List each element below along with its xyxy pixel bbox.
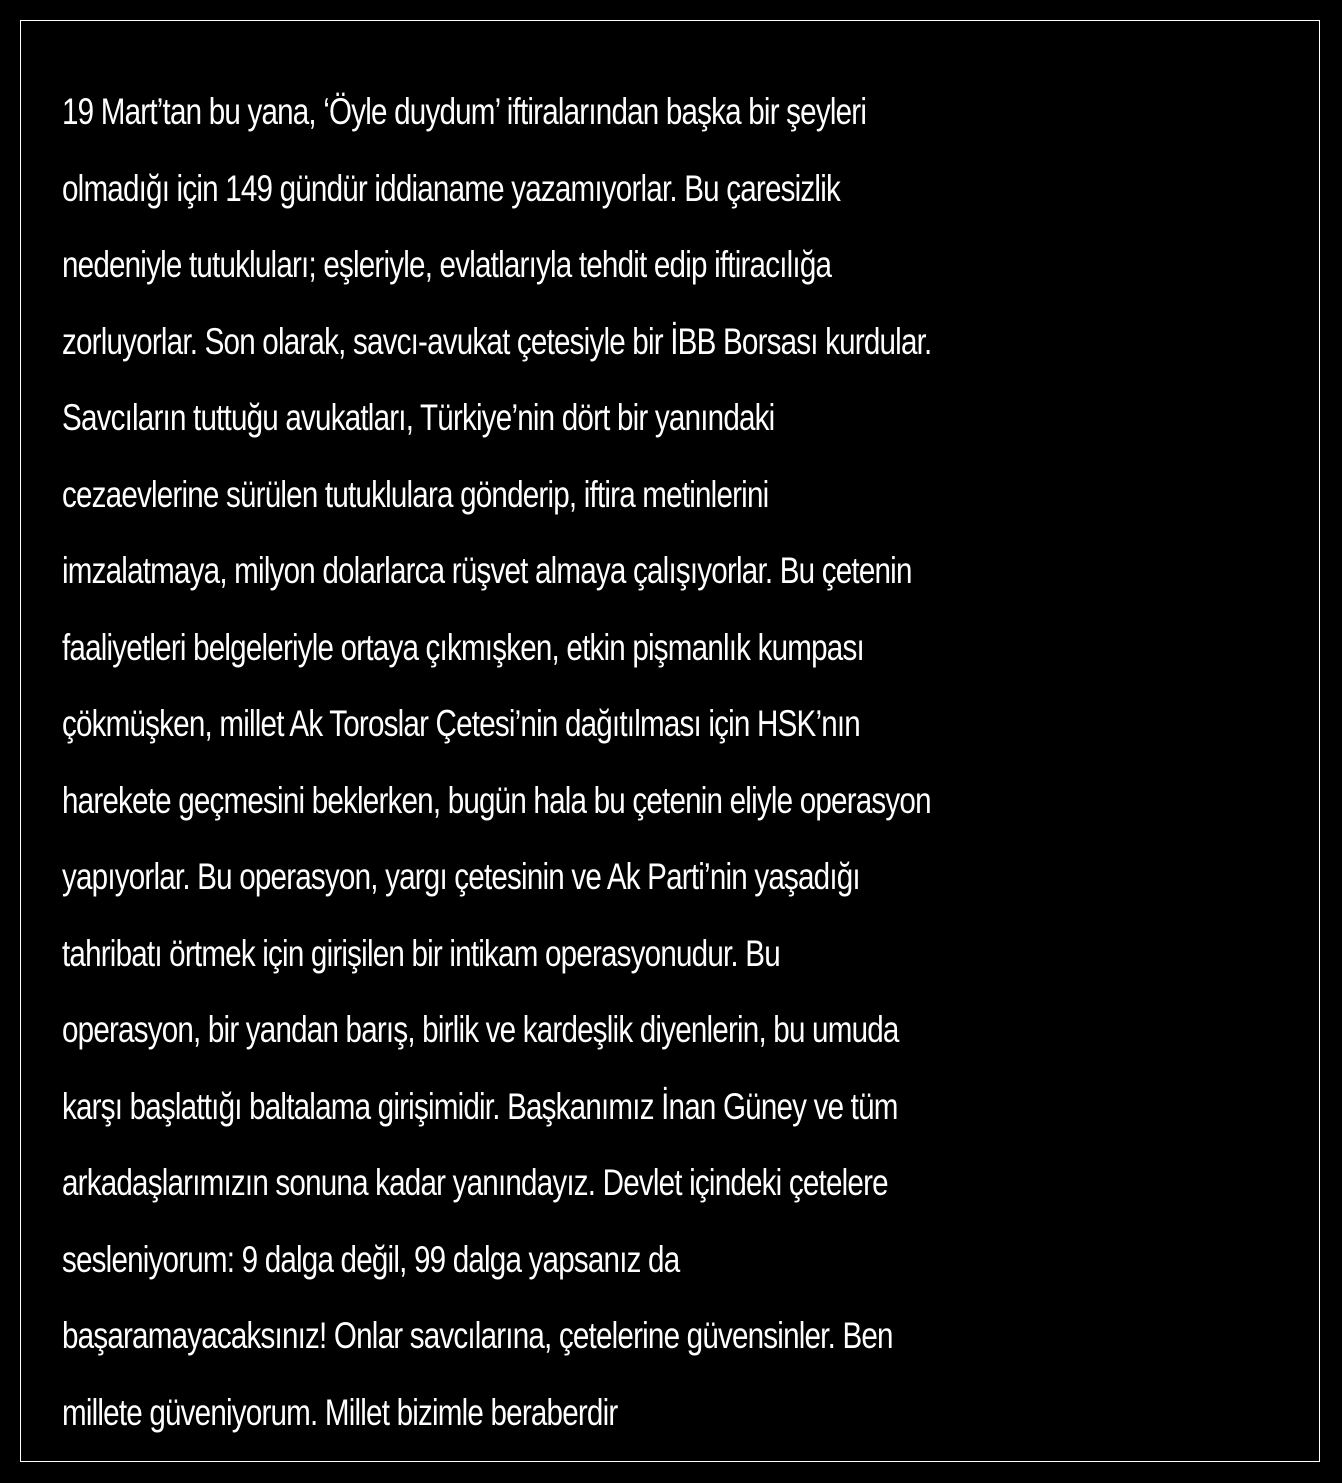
statement-line-14: karşı başlattığı baltalama girişimidir. Başkanımız İnan Güney ve tüm [62,1085,898,1127]
statement-line-8: faaliyetleri belgeleriyle ortaya çıkmışken, etkin pişmanlık kumpası [62,626,864,668]
statement-line-16: sesleniyorum: 9 dalga değil, 99 dalga yapsanız da [62,1238,680,1280]
statement-text [62,74,1302,1451]
statement-line-9: çökmüşken, millet Ak Toroslar Çetesi’nin dağıtılması için HSK’nın [62,703,860,744]
statement-line-15: arkadaşlarımızın sonuna kadar yanındayız. Devlet içindeki çetelere [62,1162,888,1203]
statement-line-1: 19 Mart’tan bu yana, ‘Öyle duydum’ iftiralarından başka bir şeyleri [62,91,867,132]
statement-line-6: cezaevlerine sürülen tutuklulara gönderip, iftira metinlerini [62,473,769,515]
statement-line-13: operasyon, bir yandan barış, birlik ve kardeşlik diyenlerin, bu umuda [62,1009,899,1050]
statement-line-10: harekete geçmesini beklerken, bugün hala bu çetenin eliyle operasyon [62,779,931,821]
statement-line-3: nedeniyle tutukluları; eşleriyle, evlatlarıyla tehdit edip iftiracılığa [62,244,832,285]
statement-line-5: Savcıların tuttuğu avukatları, Türkiye’nin dört bir yanındaki [62,397,775,438]
statement-line-18: millete güveniyorum. Millet bizimle beraberdir [62,1391,618,1433]
statement-line-4: zorluyorlar. Son olarak, savcı-avukat çetesiyle bir İBB Borsası kurdular. [62,320,932,362]
statement-line-2: olmadığı için 149 gündür iddianame yazamıyorlar. Bu çaresizlik [62,167,840,209]
statement-line-17: başaramayacaksınız! Onlar savcılarına, çetelerine güvensinler. Ben [62,1315,893,1356]
statement-line-7: imzalatmaya, milyon dolarlarca rüşvet almaya çalışıyorlar. Bu çetenin [62,550,912,591]
statement-line-12: tahribatı örtmek için girişilen bir intikam operasyonudur. Bu [62,932,780,974]
statement-line-11: yapıyorlar. Bu operasyon, yargı çetesinin ve Ak Parti’nin yaşadığı [62,856,860,897]
